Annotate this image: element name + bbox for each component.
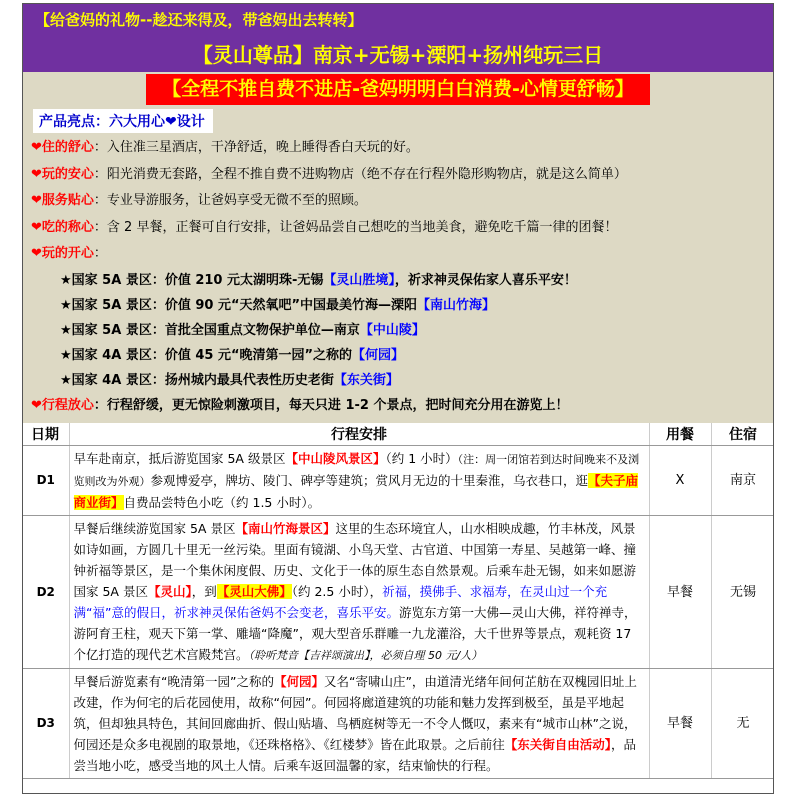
itinerary-document	[22, 3, 774, 794]
attraction-name: 【南山竹海】	[417, 297, 496, 313]
highlights-heading-suffix: 设计	[176, 114, 205, 130]
itinerary-text: 早餐后继续游览国家 5A 景区	[73, 521, 236, 536]
day-cell: D3	[23, 669, 69, 779]
highlight-label: 行程放心	[41, 397, 94, 413]
attraction-text: ★国家 4A 景区：扬州城内最具代表性历史老街	[60, 372, 334, 388]
spot-name: 【中山陵风景区】	[285, 451, 386, 466]
title-bar	[23, 35, 773, 72]
spot-name: 【灵山大佛】	[216, 584, 292, 599]
highlights-heading-prefix: 产品亮点：六大用心	[39, 114, 165, 130]
itinerary-text: 游览东方第一大佛—灵山大佛，祥符禅寺，游阿育王柱，观天下第一掌、雕墙“降魔”，观大型音乐群雕一九龙灌浴，大千世界等景点，观耗资 17 个亿打造的现代艺术宫殿梵宫。	[73, 605, 637, 662]
attraction-text: ★国家 5A 景区：首批全国重点文物保护单位—南京	[60, 322, 360, 338]
itinerary-text: ，品尝当地小吃，感受当地的风土人情。后乘车返回温馨的家，结束愉快的行程。	[73, 737, 637, 773]
highlights-heading	[33, 109, 213, 133]
day-cell: D1	[23, 446, 69, 516]
highlight-text: ：行程舒缓，更无惊险刺激项目，每天只进 1-2 个景点，把时间充分用在游览上！	[93, 397, 569, 413]
highlight-item	[23, 162, 773, 189]
spot-name: 【何园】	[273, 674, 324, 689]
attraction-name: 【何园】	[352, 347, 405, 363]
itinerary-table	[23, 423, 774, 779]
highlight-item	[23, 393, 773, 420]
spot-name: 【夫子庙商业街】	[73, 473, 639, 510]
itinerary-cell	[69, 669, 649, 779]
table-row	[23, 516, 774, 669]
attraction-item	[23, 268, 773, 293]
heart-icon: ❤	[31, 193, 42, 208]
itinerary-text: 这里的生态环境宜人，山水相映成趣，竹丰林茂，风景如诗如画，方圆几十里无一丝污染。里面有镜湖、小鸟天堂、古官道、中国第一寿星、吴越第一峰、撞钟祈福等景区，是一个集休闲度假、历史、文化于一体的原生态自然景观。后乘车赴无锡，如来如愿游国家 5A 景区	[73, 521, 637, 599]
highlight-item	[23, 188, 773, 215]
highlight-label: 服务贴心	[41, 193, 94, 208]
attraction-item	[23, 368, 773, 393]
highlight-item	[23, 241, 773, 268]
gift-header-text: 【给爸妈的礼物--趁还来得及，带爸妈出去转转】	[35, 11, 363, 29]
highlight-text: ：含 2 早餐，正餐可自行安排，让爸妈品尝自己想吃的当地美食，避免吃千篇一律的团餐！	[93, 219, 618, 235]
heart-icon: ❤	[31, 397, 42, 413]
heart-icon: ❤	[31, 140, 42, 155]
no-shopping-banner: 【全程不推自费不进店-爸妈明明白白消费-心情更舒畅】	[146, 74, 650, 105]
meal-cell: 早餐	[649, 516, 711, 669]
attraction-name: 【东关街】	[333, 372, 399, 388]
meal-cell: X	[649, 446, 711, 516]
header-meal: 用餐	[649, 423, 711, 446]
stay-cell: 南京	[711, 446, 774, 516]
itinerary-text: 早餐后游览素有“晚清第一园”之称的	[73, 674, 274, 689]
highlight-text: ：入住准三星酒店，干净舒适，晚上睡得香白天玩的好。	[93, 140, 419, 155]
highlight-text: ：阳光消费无套路，全程不推自费不进购物店（绝不存在行程外隐形购物店，就是这么简单）	[93, 166, 627, 182]
header-day: 日期	[23, 423, 69, 446]
blessing-text: 祈福，摸佛手、求福寿，在灵山过一个充满“福”意的假日，祈求神灵保佑爸妈不会变老，喜乐平安。	[73, 584, 608, 620]
gift-header-bar	[23, 4, 773, 35]
highlight-label: 玩的安心	[41, 166, 94, 182]
attraction-item	[23, 318, 773, 343]
itinerary-cell	[69, 516, 649, 669]
header-itinerary: 行程安排	[69, 423, 649, 446]
itinerary-text: 早车赴南京，抵后游览国家 5A 级景区	[73, 451, 286, 466]
itinerary-cell	[69, 446, 649, 516]
spot-name: 【南山竹海景区】	[235, 521, 336, 536]
itinerary-text: ，到	[191, 584, 217, 599]
itinerary-text: 又名“寄啸山庄”，由道清光绪年间何芷舫在双槐园旧址上改建，作为何宅的后花园使用，故称“何园”。何园将廊道建筑的功能和魅力发挥到极至，虽是平地起筑，但却独具特色，其间回廊曲折、假山贴墙、鸟栖庭树等无一不令人慨叹，素来有“城市山林”之说，何园还是众多电视剧的取景地，《还珠格格》、《红楼梦》皆在此取景。之后前往	[73, 674, 637, 752]
heart-icon: ❤	[31, 246, 42, 261]
show-note: （聆听梵音【吉祥颂演出】，必须自理 50 元/人）	[248, 649, 483, 662]
header-stay: 住宿	[711, 423, 774, 446]
spot-name: 【灵山】	[147, 584, 192, 599]
highlight-label: 住的舒心	[41, 140, 94, 155]
meal-cell: 早餐	[649, 669, 711, 779]
table-row	[23, 669, 774, 779]
table-header-row	[23, 423, 774, 446]
attraction-note: ，祈求神灵保佑家人喜乐平安！	[394, 272, 577, 288]
highlight-label: 玩的开心	[41, 246, 94, 261]
highlights-section	[23, 72, 773, 423]
highlight-item	[23, 135, 773, 162]
itinerary-text: 参观博爱亭，牌坊、陵门、碑亭等建筑；赏风月无边的十里秦淮，乌衣巷口，逛	[150, 473, 589, 488]
itinerary-text: （约 2.5 小时），	[291, 584, 383, 599]
day-cell: D2	[23, 516, 69, 669]
heart-icon: ❤	[165, 114, 177, 130]
attraction-item	[23, 343, 773, 368]
attraction-name: 【中山陵】	[359, 322, 425, 338]
highlight-text: ：专业导游服务，让爸妈享受无微不至的照顾。	[93, 193, 367, 208]
closing-note: （注：周一闭馆若到达时间晚来不及浏览则改为外观）	[73, 453, 640, 488]
table-row	[23, 446, 774, 516]
highlight-item	[23, 215, 773, 242]
stay-cell: 无锡	[711, 516, 774, 669]
itinerary-text: （约 1 小时）	[385, 451, 458, 466]
heart-icon: ❤	[31, 219, 42, 235]
page-title: 【灵山尊品】南京+无锡+溧阳+扬州纯玩三日	[192, 43, 604, 67]
highlight-text: ：	[93, 246, 107, 261]
spot-name: 【东关街自由活动】	[504, 737, 612, 752]
highlight-label: 吃的称心	[41, 219, 94, 235]
attraction-text: ★国家 5A 景区：价值 210 元太湖明珠-无锡	[60, 272, 324, 288]
attraction-text: ★国家 5A 景区：价值 90 元“天然氧吧”中国最美竹海—溧阳	[60, 297, 418, 313]
itinerary-text: 自费品尝特色小吃（约 1.5 小时）。	[123, 495, 321, 510]
attraction-name: 【灵山胜境】	[323, 272, 395, 288]
stay-cell: 无	[711, 669, 774, 779]
attraction-item	[23, 293, 773, 318]
heart-icon: ❤	[31, 166, 42, 182]
attraction-text: ★国家 4A 景区：价值 45 元“晚清第一园”之称的	[60, 347, 353, 363]
